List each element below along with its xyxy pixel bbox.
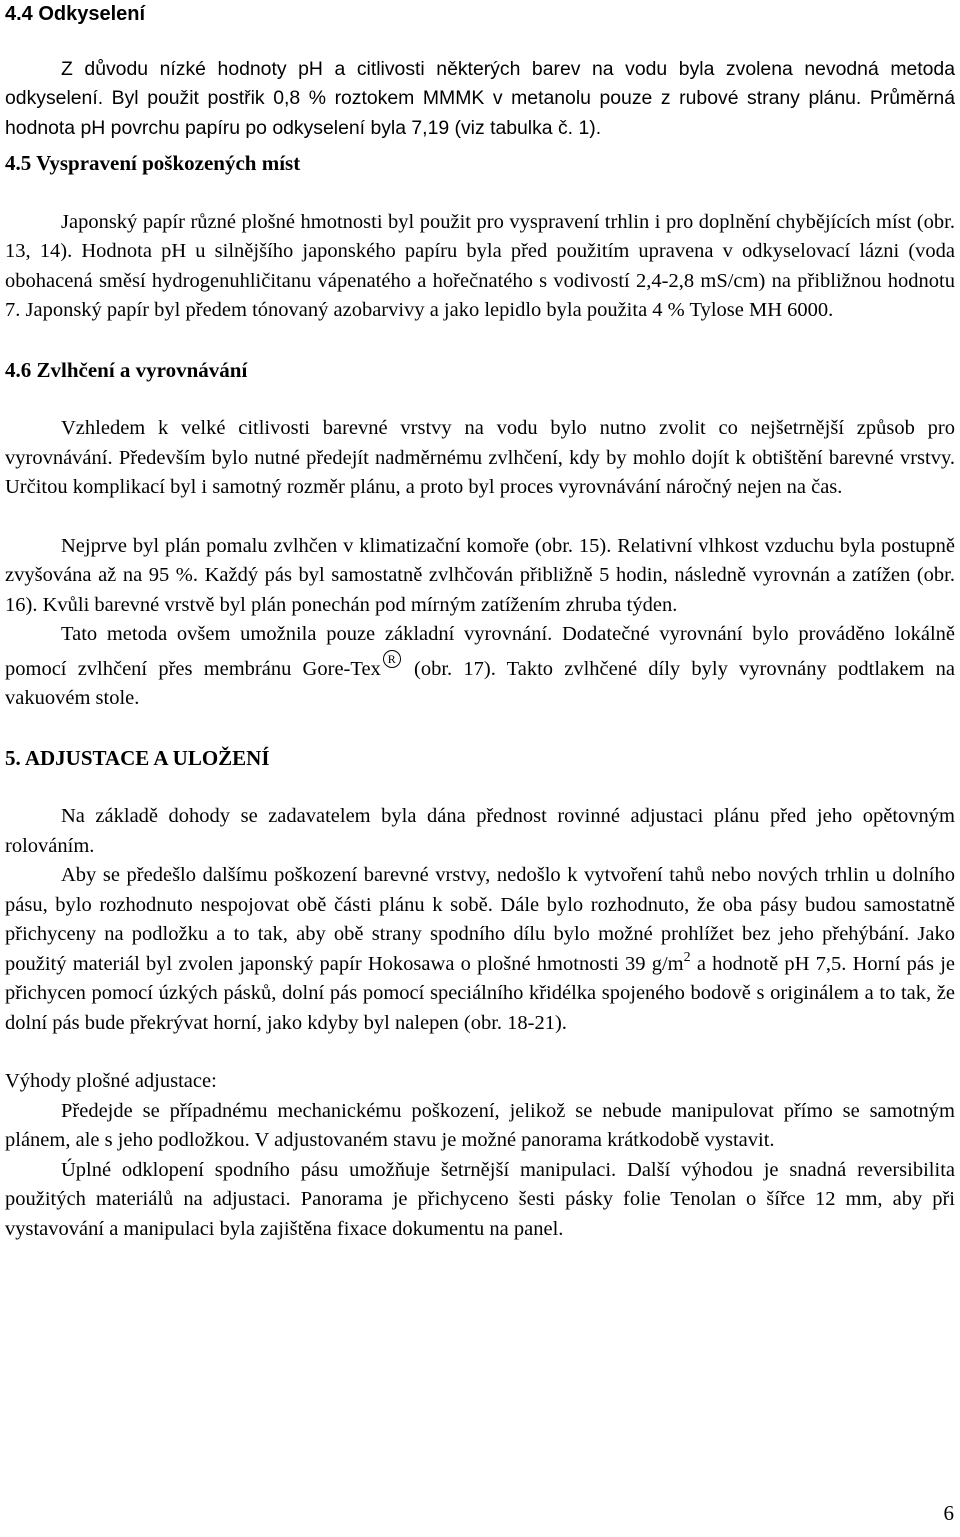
mounting-text-after: a hodnotě pH 7,5. Horní pás je přichycen pomocí úzkých pásků, dolní pás pomocí speciálního křidélka spojeného bodově s originálem a to tak, že dolní pás bude překrývat horní, jako kdyby byl nalepen (obr. 18-21). xyxy=(5,952,955,1034)
paragraph-humidification-intro: Vzhledem k velké citlivosti barevné vrstvy na vodu bylo nutno zvolit co nejšetrnější způsob pro vyrovnávání. Především bylo nutné předejít nadměrnému zvlhčení, kdy by mohlo dojít k obtištění barevné vrstvy. Určitou komplikací byl i samotný rozměr plánu, a proto byl proces vyrovnávání náročný nejen na čas. xyxy=(5,417,955,498)
section-heading-4-6: 4.6 Zvlhčení a vyrovnávání xyxy=(5,357,248,382)
paragraph-repair: Japonský papír různé plošné hmotnosti byl použit pro vyspravení trhlin i pro doplnění chybějících míst (obr. 13, 14). Hodnota pH u silnějšího japonského papíru byla před použitím upravena v odkyselovací lázni (voda obohacená směsí hydrogenuhličitanu vápenatého a hořečnatého s vodivostí 2,4-2,8 mS/cm) na přibližnou hodnotu 7. Japonský papír byl předem tónovaný azobarvivy a jako lepidlo byla použita 4 % Tylose MH 6000. xyxy=(5,210,955,321)
superscript-two: 2 xyxy=(683,949,691,965)
paragraph-deacidification: Z důvodu nízké hodnoty pH a citlivosti některých barev na vodu byla zvolena nevodná metoda odkyselení. Byl použit postřik 0,8 % roztokem MMMK v metanolu pouze z rubové strany plánu. Průměrná hodnota pH povrchu papíru po odkyselení byla 7,19 (viz tabulka č. 1). xyxy=(5,57,955,139)
section-heading-4-4: 4.4 Odkyselení xyxy=(5,3,146,25)
gore-tex-text-before: Tato metoda ovšem umožnila pouze základní vyrovnání. Dodatečné vyrovnání bylo prováděno lokálně pomocí zvlhčení přes membránu Gore-Tex xyxy=(5,623,955,680)
page-number: 6 xyxy=(943,1501,954,1525)
gore-tex-text-after: (obr. 17). Takto zvlhčené díly byly vyrovnány podtlakem na vakuovém stole. xyxy=(5,657,955,709)
paragraph-advantage-handling: Úplné odklopení spodního pásu umožňuje šetrnější manipulaci. Další výhodou je snadná reversibilita použitých materiálů na adjustaci. Panorama je přichyceno šesti pásky folie Tenolan o šířce 12 mm, aby při vystavování a manipulaci byla zajištěna fixace dokumentu na panel. xyxy=(5,1158,955,1240)
advantages-label: Výhody plošné adjustace: xyxy=(5,1070,217,1092)
document-page xyxy=(5,0,955,1244)
registered-mark: R xyxy=(383,650,401,668)
paragraph-advantage-protection: Předejde se případnému mechanickému poškození, jelikož se nebude manipulovat přímo se samotným plánem, ale s jeho podložkou. V adjustovaném stavu je možné panorama krátkodobě vystavit. xyxy=(5,1099,955,1151)
section-heading-4-5: 4.5 Vyspravení poškozených míst xyxy=(5,151,301,175)
paragraph-gore-tex xyxy=(5,620,955,714)
section-heading-5: 5. ADJUSTACE A ULOŽENÍ xyxy=(5,745,270,770)
paragraph-mounting-details xyxy=(5,861,955,1038)
mounting-text-before: Aby se předešlo dalšímu poškození barevné vrstvy, nedošlo k vytvoření tahů nebo nových trhlin u dolního pásu, bylo rozhodnuto nespojovat obě části plánu k sobě. Dále bylo rozhodnuto, že oba pásy budou samostatně přichyceny na podložku a to tak, aby obě strany spodního dílu bylo možné prohlížet bez jeho přehýbání. Jako použitý materiál byl zvolen japonský papír Hokosawa o plošné hmotnosti 39 g/m xyxy=(5,864,955,975)
paragraph-flat-mounting: Na základě dohody se zadavatelem byla dána přednost rovinné adjustaci plánu před jeho opětovným rolováním. xyxy=(5,805,955,857)
paragraph-humidification-chamber: Nejprve byl plán pomalu zvlhčen v klimatizační komoře (obr. 15). Relativní vlhkost vzduchu byla postupně zvyšována až na 95 %. Každý pás byl samostatně zvlhčován přibližně 5 hodin, následně vyrovnán a zatížen (obr. 16). Kvůli barevné vrstvě byl plán ponechán pod mírným zatížením zhruba týden. xyxy=(5,534,955,616)
